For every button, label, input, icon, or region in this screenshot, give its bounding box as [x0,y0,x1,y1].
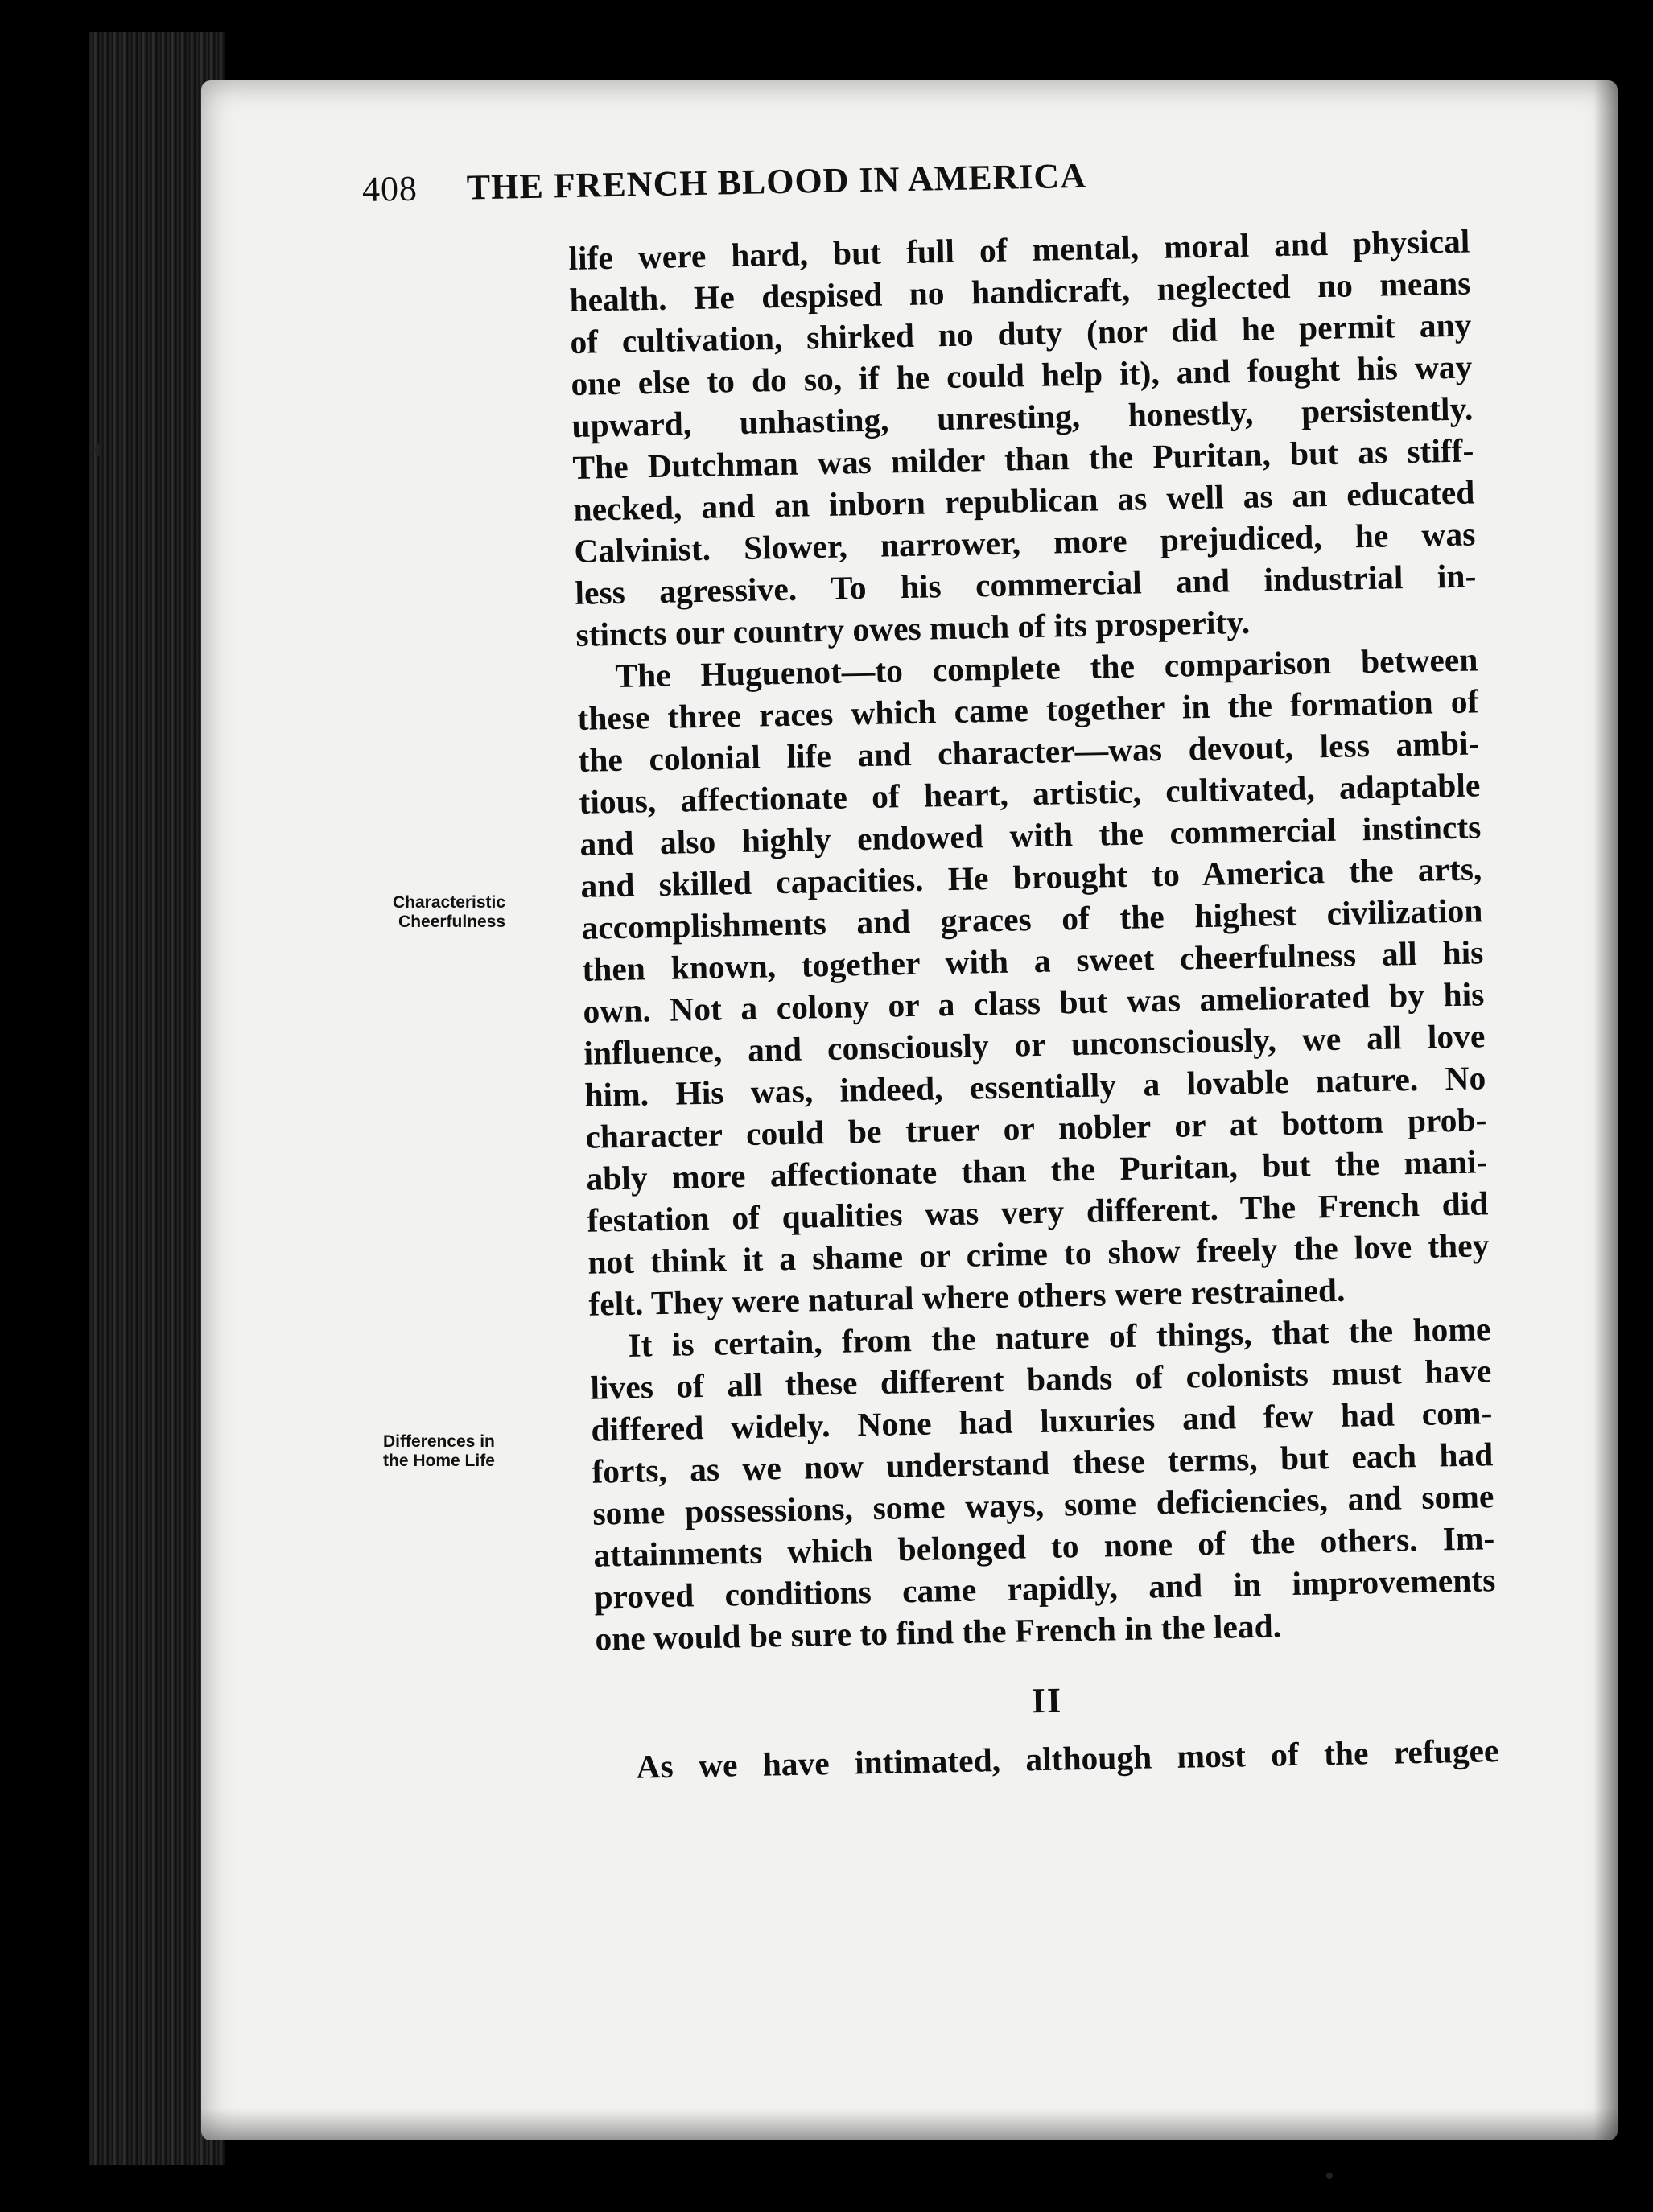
scan-speck [95,443,100,457]
paragraph-1 [568,220,1478,655]
text-line: and also highly endowed with the commercial instincts [579,808,1482,863]
text-line: of cultivation, shirked no duty (nor did he permit any [570,306,1472,360]
sidenote-line: Cheerfulness [398,912,506,931]
text-line: own. Not a colony or a class but was ameliorated by his [583,975,1485,1030]
text-line: not think it a shame or crime to show freely the love they [587,1226,1490,1281]
sidenote-differences-home-life [383,1432,495,1471]
text-line: The Huguenot—to complete the comparison between [615,641,1478,694]
sidenote-line: Characteristic [393,893,506,912]
page-number: 408 [361,168,418,209]
text-line: felt. They were natural where others were restrained. [588,1271,1346,1323]
text-line: stincts our country owes much of its prosperity. [575,603,1251,653]
text-line: upward, unhasting, unresting, honestly, persistently. [571,389,1474,444]
text-line: then known, together with a sweet cheerfulness all his [582,933,1484,988]
text-line: one else to do so, if he could help it), and fought his way [571,348,1473,402]
text-line: him. His was, indeed, essentially a lovable nature. No [584,1059,1486,1114]
page-bottom-shadow [201,2108,1618,2140]
text-line: some possessions, some ways, some deficiencies, and some [592,1477,1494,1532]
text-line: attainments which belonged to none of the others. Im- [593,1519,1495,1574]
sidenote-line: the Home Life [383,1452,495,1470]
text-line: As we have intimated, although most of the refugee [636,1732,1499,1786]
text-line: tious, affectionate of heart, artistic, cultivated, adaptable [579,766,1481,821]
text-line: Calvinist. Slower, narrower, more prejudiced, he was [574,515,1476,570]
scan-speck [1326,2173,1333,2179]
text-line: lives of all these different bands of colonists must have [590,1352,1492,1407]
paragraph-3 [589,1308,1497,1659]
body-text [568,220,1499,1788]
text-line: accomplishments and graces of the highest civilization [581,892,1483,946]
text-line: character could be truer or nobler or at bottom prob- [585,1101,1487,1155]
text-line: influence, and consciously or unconsciously, we all love [583,1017,1486,1072]
sidenote-line: Differences in [383,1432,495,1451]
text-line: differed widely. None had luxuries and few had com- [591,1394,1493,1448]
text-line: less agressive. To his commercial and industrial in- [575,557,1477,612]
paragraph-2 [576,638,1490,1324]
text-line: necked, and an inborn republican as well as an educated [573,473,1475,528]
text-line: and skilled capacities. He brought to America the arts, [580,850,1482,904]
text-line: It is certain, from the nature of things, that the home [628,1310,1491,1364]
sidenote-characteristic-cheerfulness [393,893,505,932]
text-line: health. He despised no handicraft, neglected no means [569,264,1471,319]
text-line: life were hard, but full of mental, moral and physical [568,222,1470,277]
text-line: one would be sure to find the French in the lead. [595,1607,1282,1658]
text-line: forts, as we now understand these terms, but each had [592,1436,1494,1490]
text-line: these three races which came together in the formation of [577,682,1479,737]
text-line: proved conditions came rapidly, and in improvements [594,1561,1496,1616]
text-line: the colonial life and character—was devout, less ambi- [578,724,1480,779]
page-gutter-shadow [1593,80,1618,2140]
running-title: THE FRENCH BLOOD IN AMERICA [466,155,1087,208]
text-line: ably more affectionate than the Puritan, but the mani- [586,1143,1488,1197]
text-line: festation of qualities was very different. The French did [587,1184,1489,1239]
text-line: The Dutchman was milder than the Puritan, but as stiff- [572,431,1474,486]
section-number: II [1031,1680,1063,1721]
